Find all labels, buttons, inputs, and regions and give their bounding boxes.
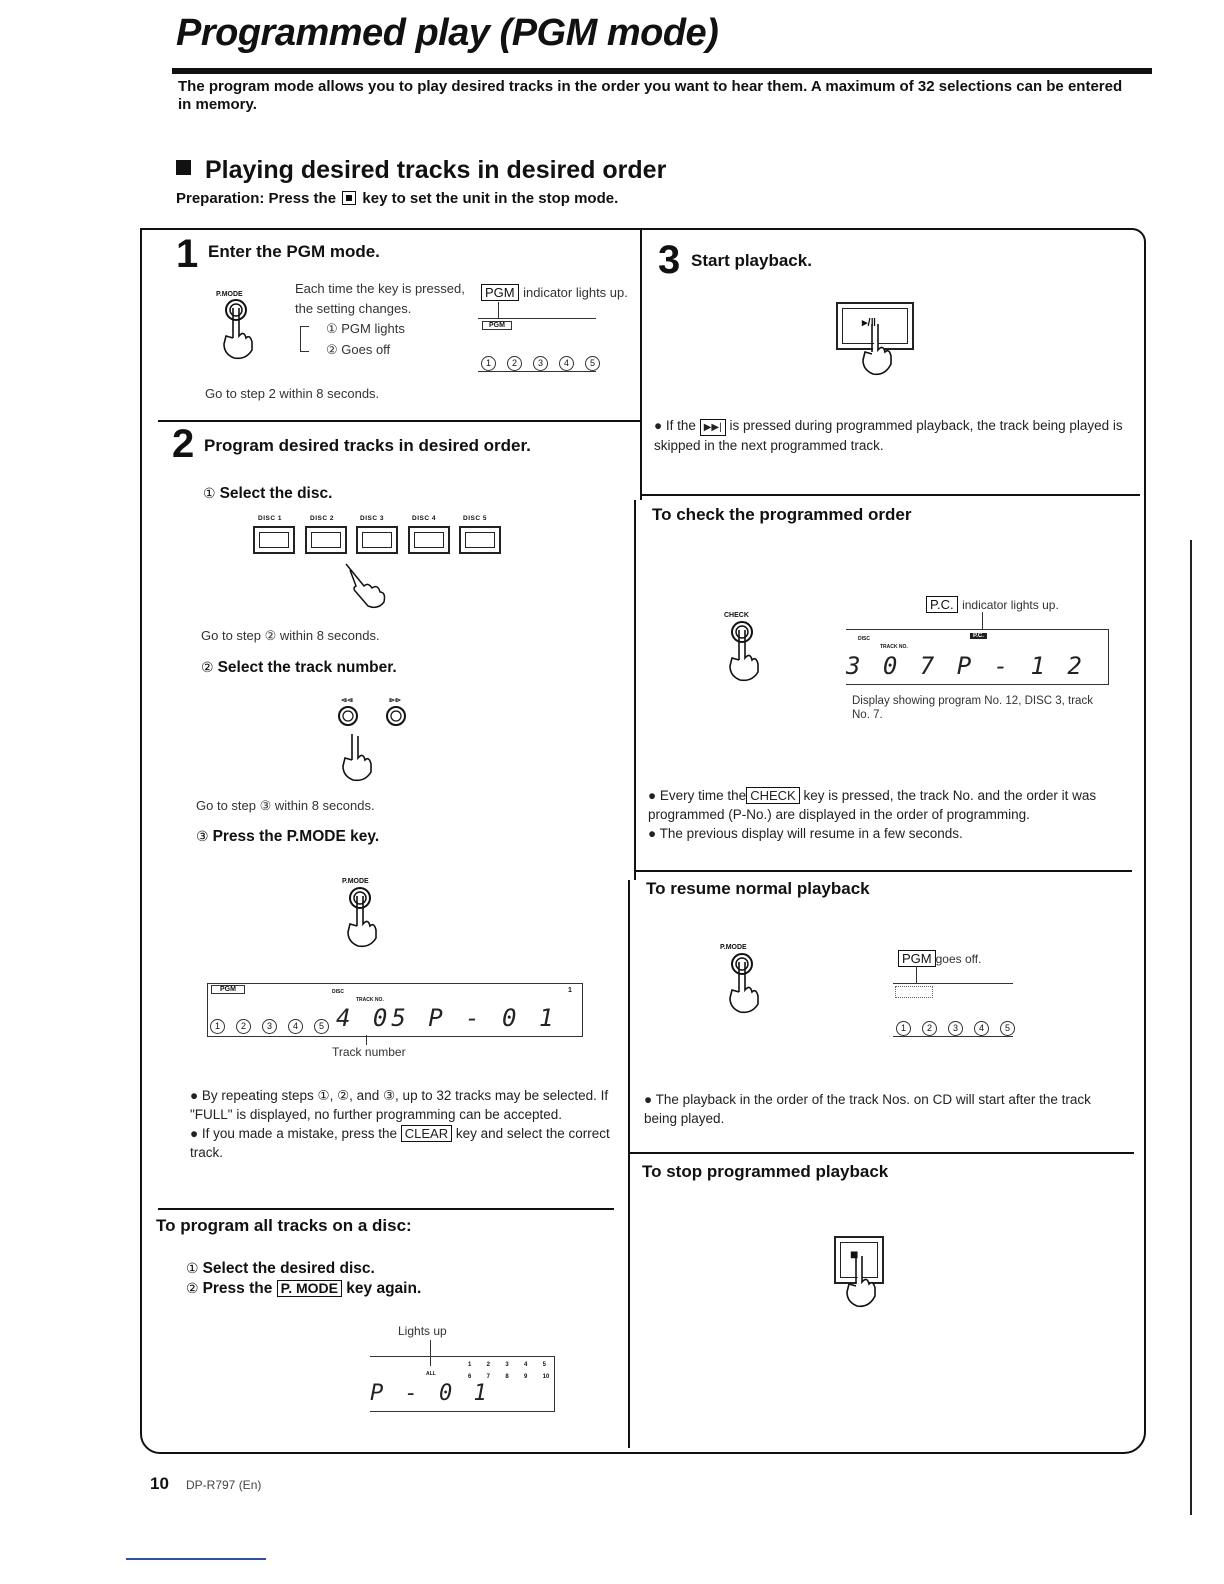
item1-num: ① [186, 1260, 199, 1276]
resume-lcd-blank-tag [895, 986, 933, 998]
step1-indicator-text: indicator lights up. [523, 285, 628, 300]
preparation-line [176, 190, 618, 207]
check-key: CHECK [746, 787, 800, 804]
sub2-text: Select the track number. [217, 659, 397, 676]
bullet2-post: key and select the correct track. [190, 1126, 610, 1160]
play-pause-label: ▸/‖ [862, 317, 877, 329]
step1-lcd [478, 318, 596, 372]
skip-back-label: ⧏⧏ [341, 698, 353, 704]
step2-note1: Go to step ② within 8 seconds. [201, 628, 380, 643]
sub1-num: ① [203, 485, 216, 501]
all-tracks-lcd-reading: P - 0 1 [370, 1381, 491, 1406]
model-number: DP-R797 (En) [186, 1478, 262, 1492]
lcd-circle: 4 [974, 1021, 989, 1036]
step3-bullet: ● If the ▶▶| is pressed during programmed playback, the track being played is skipped in the next programmed track. [654, 418, 1123, 453]
lcd-circle: 1 [481, 356, 496, 371]
all-tracks-item-1 [186, 1260, 375, 1278]
step1-key-label: P.MODE [216, 291, 243, 298]
disc-1-label: DISC 1 [258, 515, 282, 522]
step2-press-hand-icon [340, 886, 390, 950]
resume-pgm-box: PGM [898, 950, 936, 967]
check-indicator-leader [982, 612, 983, 630]
all-tracks-caption: Lights up [398, 1324, 447, 1338]
check-lcd [846, 629, 1109, 685]
lcd-all-label: ALL [426, 1371, 436, 1377]
stop-press-hand-icon [846, 1254, 886, 1316]
check-lcd-reading: 3 0 7 P - 1 2 [846, 652, 1086, 680]
column-divider-bottom [628, 880, 630, 1448]
bullet2-pre: If you made a mistake, press the [201, 1126, 397, 1141]
lcd-circle: 3 [948, 1021, 963, 1036]
lcd-row2: 6 7 8 9 10 [468, 1374, 550, 1380]
page-number: 10 [150, 1474, 169, 1493]
step1-indicator-leader [498, 302, 499, 318]
step1-lcd-circles [481, 353, 611, 371]
all-tracks-lcd [370, 1356, 555, 1412]
check-lcd-trackno: TRACK NO. [880, 644, 908, 650]
disc-5-label: DISC 5 [463, 515, 487, 522]
step3-title: Start playback. [691, 251, 812, 270]
step1-note: Go to step 2 within 8 seconds. [205, 386, 380, 401]
stop-key-label: ■ [850, 1246, 859, 1262]
divider-step3-check [640, 494, 1140, 496]
lcd-row1: 1 2 3 4 5 [468, 1362, 547, 1368]
step1-desc-line1: Each time the key is pressed, [295, 281, 465, 296]
sub1-text: Select the disc. [219, 485, 333, 502]
step2-lcd-trackno: TRACK NO. [356, 997, 384, 1003]
step1-number: 1 [176, 232, 199, 276]
sub3-num: ③ [196, 828, 209, 844]
step2-lcd-tag: PGM [211, 985, 245, 994]
step1-option-bracket [300, 326, 309, 352]
disc-4-key[interactable] [408, 526, 450, 554]
section-title [176, 156, 666, 185]
bullet1-text: By repeating steps ①, ②, and ③, up to 32 tracks may be selected. If "FULL" is displayed, no further programming can be accepted. [190, 1088, 609, 1122]
step2-lcd-disc: DISC [332, 989, 344, 995]
step2-note2: Go to step ③ within 8 seconds. [196, 798, 375, 813]
page-title: Programmed play (PGM mode) [176, 12, 719, 54]
divider-resume-stop [628, 1152, 1134, 1154]
step3-bullet-post: is pressed during programmed playback, the track being played is skipped in the next programmed track. [654, 418, 1123, 453]
resume-indicator-leader [916, 966, 917, 984]
disc-2-key[interactable] [305, 526, 347, 554]
resume-lcd [893, 983, 1013, 1037]
check-title: To check the programmed order [652, 505, 912, 524]
sub2-num: ② [201, 659, 214, 675]
lcd-circle: 3 [262, 1019, 277, 1034]
step2-lcd-reading: 4 05 P - 0 1 [336, 1004, 558, 1032]
track-number-leader [366, 1035, 367, 1045]
pmode-key: P. MODE [277, 1280, 342, 1297]
lcd-circle: 3 [533, 356, 548, 371]
disc-3-label: DISC 3 [360, 515, 384, 522]
pc-indicator-box: P.C. [926, 596, 958, 613]
check-key-label: CHECK [724, 612, 749, 619]
step1-press-hand-icon [216, 298, 266, 362]
step1-title: Enter the PGM mode. [208, 242, 380, 261]
pgm-indicator-box: PGM [481, 284, 519, 301]
resume-lcd-circles [896, 1018, 1026, 1036]
all-tracks-item-2 [186, 1280, 421, 1298]
step1-desc-line2: the setting changes. [295, 301, 412, 316]
track-select-hand-icon [334, 704, 414, 782]
section-title-text: Playing desired tracks in desired order [205, 156, 667, 184]
check-caption: Display showing program No. 12, DISC 3, track No. 7. [852, 695, 1093, 721]
stop-key-icon [342, 191, 356, 205]
column-divider-mid [634, 500, 636, 880]
sub3-text: Press the P.MODE key. [212, 828, 380, 845]
step2-sub1 [203, 485, 332, 503]
step2-number: 2 [172, 422, 195, 466]
step2-key-label: P.MODE [342, 878, 369, 885]
scan-footer-rule [126, 1558, 266, 1560]
item2-num: ② [186, 1280, 199, 1296]
check-press-hand-icon [722, 620, 772, 684]
lcd-circle: 4 [559, 356, 574, 371]
step2-sub2 [201, 659, 397, 677]
step1-option-1: ① PGM lights [326, 321, 405, 336]
item2-pre: Press the [202, 1280, 273, 1297]
step2-lcd-circles [210, 1016, 340, 1034]
resume-indicator-line [898, 950, 981, 968]
check-lcd-tag: P.C. [970, 633, 987, 639]
step3-bullet-pre: If the [665, 418, 696, 433]
step2-bullets [190, 1086, 615, 1162]
check-bullet2-text: The previous display will resume in a few seconds. [659, 826, 963, 841]
lcd-circle: 1 [210, 1019, 225, 1034]
disc-3-key[interactable] [356, 526, 398, 554]
step3-number: 3 [658, 238, 681, 282]
column-divider-top [640, 230, 642, 500]
intro-text: The program mode allows you to play desired tracks in the order you want to hear them. A maximum of 32 selections can be entered in memory. [178, 78, 1123, 113]
check-bullet-1: ● Every time the CHECK key is pressed, the track No. and the order it was programmed (P-No.) are displayed in the order of programming. [648, 788, 1097, 822]
resume-press-hand-icon [722, 952, 772, 1016]
check-indicator-text: indicator lights up. [962, 598, 1059, 612]
disc-1-key[interactable] [253, 526, 295, 554]
title-rule [172, 68, 1152, 74]
step1-lcd-tag: PGM [482, 321, 512, 330]
resume-key-label: P.MODE [720, 944, 747, 951]
divider-all-tracks [158, 1208, 614, 1210]
disc-5-key[interactable] [459, 526, 501, 554]
check-bullet1-post: key is pressed, the track No. and the order it was programmed (P-No.) are displayed in the order of programming. [648, 788, 1097, 822]
check-indicator-line [926, 596, 1059, 614]
prep-suffix: key to set the unit in the stop mode. [362, 190, 619, 207]
lcd-circle: 5 [585, 356, 600, 371]
step1-option-2: ② Goes off [326, 342, 391, 357]
divider-step1-step2 [158, 420, 640, 422]
section-bullet-icon [176, 160, 191, 175]
skip-forward-key: ▶▶| [700, 419, 726, 436]
step2-lcd [207, 983, 583, 1037]
lcd-circle: 2 [507, 356, 522, 371]
clear-key: CLEAR [401, 1125, 452, 1142]
disc-4-label: DISC 4 [412, 515, 436, 522]
check-lcd-disc: DISC [858, 636, 870, 642]
stop-title: To stop programmed playback [642, 1162, 889, 1181]
step2-bullet-1: ● By repeating steps ①, ②, and ③, up to 32 tracks may be selected. If "FULL" is displayed, no further programming can be accepted. [190, 1088, 609, 1122]
lcd-circle: 5 [314, 1019, 329, 1034]
disc-2-label: DISC 2 [310, 515, 334, 522]
prep-prefix: Preparation: Press the [176, 190, 337, 207]
check-bullet-2: ● The previous display will resume in a few seconds. [648, 826, 963, 841]
lcd-circle: 4 [288, 1019, 303, 1034]
step3-press-hand-icon [862, 322, 902, 384]
scan-edge-line [1190, 540, 1192, 1515]
resume-indicator-text: goes off. [935, 952, 982, 966]
lcd-circle: 2 [236, 1019, 251, 1034]
disc-select-hand-icon [342, 560, 390, 610]
resume-title: To resume normal playback [646, 879, 870, 898]
step1-indicator-line [481, 284, 628, 302]
check-bullets [648, 786, 1128, 843]
item2-post: key again. [346, 1280, 422, 1297]
resume-bullet: ● The playback in the order of the track Nos. on CD will start after the track being played. [644, 1092, 1091, 1126]
step2-bullet-2: ● If you made a mistake, press the CLEAR key and select the correct track. [190, 1126, 610, 1160]
step2-lcd-caption: Track number [332, 1045, 406, 1059]
check-bullet1-pre: Every time the [659, 788, 747, 803]
skip-forward-label: ⧐⧐ [389, 698, 401, 704]
lcd-circle: 5 [1000, 1021, 1015, 1036]
resume-bullet-text: The playback in the order of the track Nos. on CD will start after the track being played. [644, 1092, 1091, 1126]
lcd-circle: 2 [922, 1021, 937, 1036]
divider-check-resume [634, 870, 1132, 872]
step2-title: Program desired tracks in desired order. [204, 436, 531, 455]
lcd-circle: 1 [896, 1021, 911, 1036]
item1-text: Select the desired disc. [202, 1260, 375, 1277]
all-tracks-title: To program all tracks on a disc: [156, 1216, 412, 1235]
step2-lcd-corner: 1 [568, 987, 572, 994]
step2-sub3 [196, 828, 379, 846]
